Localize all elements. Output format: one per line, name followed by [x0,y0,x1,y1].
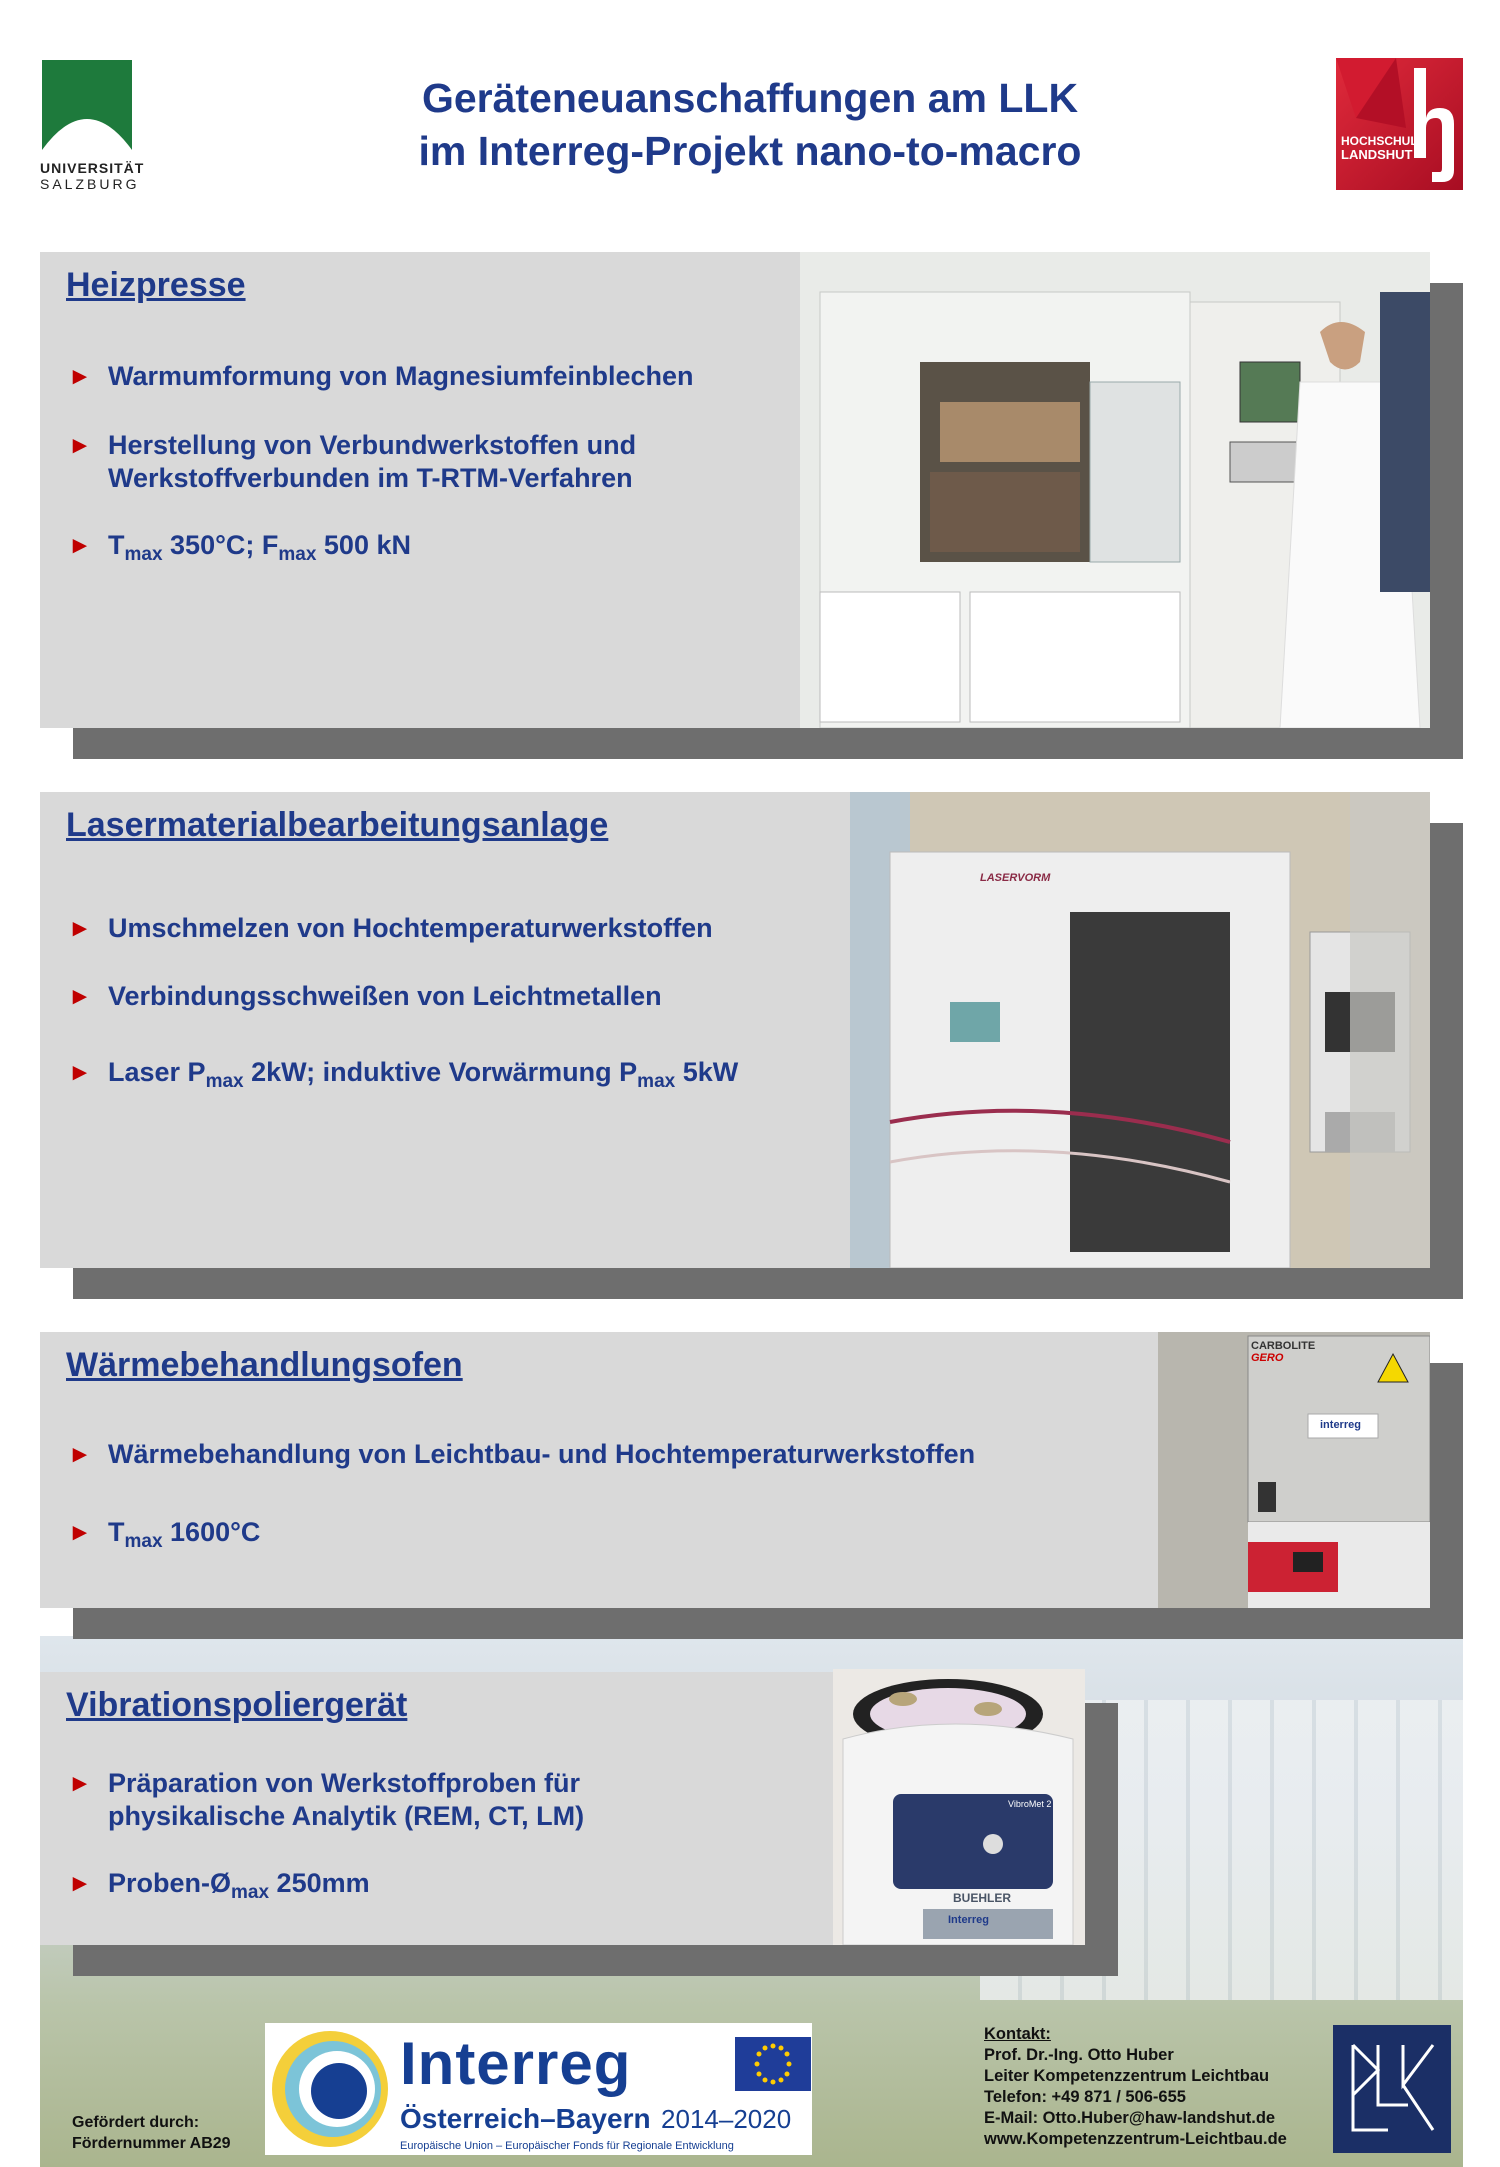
laser-brand-label: LASERVORM [980,872,1051,884]
section-laser [40,792,1430,1268]
interreg-years: 2014–2020 [661,2104,792,2134]
hs-logo-text-2: LANDSHUT [1341,147,1413,162]
page-title [300,72,1200,178]
vibration-brand-label: BUEHLER [953,1891,1012,1905]
section-vibration [40,1672,1085,1945]
bullet-item: ► Laser $P_{max}$ 2kW; induktive Vorwärmung $P_{max}$ 5kW [68,1057,739,1092]
funded-by-label: Gefördert durch: [72,2114,200,2131]
bullet-arrow-icon: ► [68,1870,92,1897]
kompetenzzentrum-leichtbau-logo [1333,2025,1451,2153]
bullet-arrow-icon: ► [68,1770,92,1797]
vibration-model-label: VibroMet 2 [1008,1799,1052,1809]
bullet-arrow-icon: ► [68,363,92,390]
section-ofen [40,1332,1430,1608]
interreg-region-line [400,2103,791,2135]
bullet-arrow-icon: ► [68,915,92,942]
bullet-item: ► Umschmelzen von Hochtemperaturwerkstoffen [68,913,713,943]
section-heizpresse [40,252,1430,728]
contact-phone: Telefon: +49 871 / 506-655 [984,2088,1186,2106]
title-line-1: Geräteneuanschaffungen am LLK [421,75,1079,121]
bullet-arrow-icon: ► [68,1059,92,1086]
section-heading: Lasermaterialbearbeitungsanlage [66,806,609,844]
funding-number: Fördernummer AB29 [72,2135,231,2152]
section-heading: Heizpresse [66,266,246,304]
bullet-arrow-icon: ► [68,1519,92,1546]
hs-logo-text-1: HOCHSCHULE [1341,134,1426,148]
laser-photo [850,792,1430,1268]
bullet-item: ► Warmumformung von Magnesiumfeinblechen [68,361,694,391]
eu-flag-icon [735,2037,811,2091]
interreg-subtitle: Europäische Union – Europäischer Fonds für Regionale Entwicklung [400,2140,734,2152]
section-heading: Wärmebehandlungsofen [66,1346,463,1384]
ofen-brand-label-2: GERO [1251,1352,1284,1364]
funding-info [72,2112,231,2154]
ofen-interreg-sticker: interreg [1320,1419,1361,1431]
uni-logo-text-1: UNIVERSITÄT [40,160,145,176]
bullet-item: ► $T_{max}$ 1600°C [68,1517,261,1552]
universitaet-salzburg-logo [40,58,145,193]
contact-block [984,2024,1287,2150]
vibration-photo [833,1669,1085,1945]
bullet-item: ► Verbindungsschweißen von Leichtmetallen [68,981,662,1011]
interreg-name: Interreg [400,2030,632,2097]
ofen-brand-label-1: CARBOLITE [1251,1340,1316,1352]
bullet-item: ► Herstellung von Verbundwerkstoffen und Werkstoffverbunden im T-RTM-Verfahren [68,430,637,493]
ofen-photo [1158,1332,1430,1608]
interreg-logo [265,2023,812,2155]
contact-role: Leiter Kompetenzzentrum Leichtbau [984,2067,1270,2085]
bullet-item: ► $T_{max}$ 350°C; $F_{max}$ 500 kN [68,530,411,565]
section-heading: Vibrationspoliergerät [66,1686,408,1724]
heizpresse-photo [800,252,1430,728]
bullet-arrow-icon: ► [68,1441,92,1468]
bullet-arrow-icon: ► [68,532,92,559]
title-line-2: im Interreg-Projekt nano-to-macro [418,128,1082,174]
bullet-item: ► Wärmebehandlung von Leichtbau- und Hochtemperaturwerkstoffen [68,1439,976,1469]
contact-title: Kontakt: [984,2025,1051,2043]
contact-name: Prof. Dr.-Ing. Otto Huber [984,2046,1174,2064]
contact-website[interactable]: www.Kompetenzzentrum-Leichtbau.de [984,2130,1287,2148]
contact-email[interactable]: E-Mail: Otto.Huber@haw-landshut.de [984,2109,1276,2127]
interreg-region: Österreich–Bayern [400,2103,651,2134]
vibration-interreg-sticker: Interreg [948,1914,989,1926]
bullet-item: ► Präparation von Werkstoffproben für physikalische Analytik (REM, CT, LM) [68,1768,585,1831]
uni-logo-text-2: SALZBURG [40,176,140,192]
bullet-item: ► Proben-$Ø_{max}$ 250mm [68,1868,370,1903]
bullet-arrow-icon: ► [68,983,92,1010]
hochschule-landshut-logo [1336,58,1463,190]
bullet-arrow-icon: ► [68,432,92,459]
